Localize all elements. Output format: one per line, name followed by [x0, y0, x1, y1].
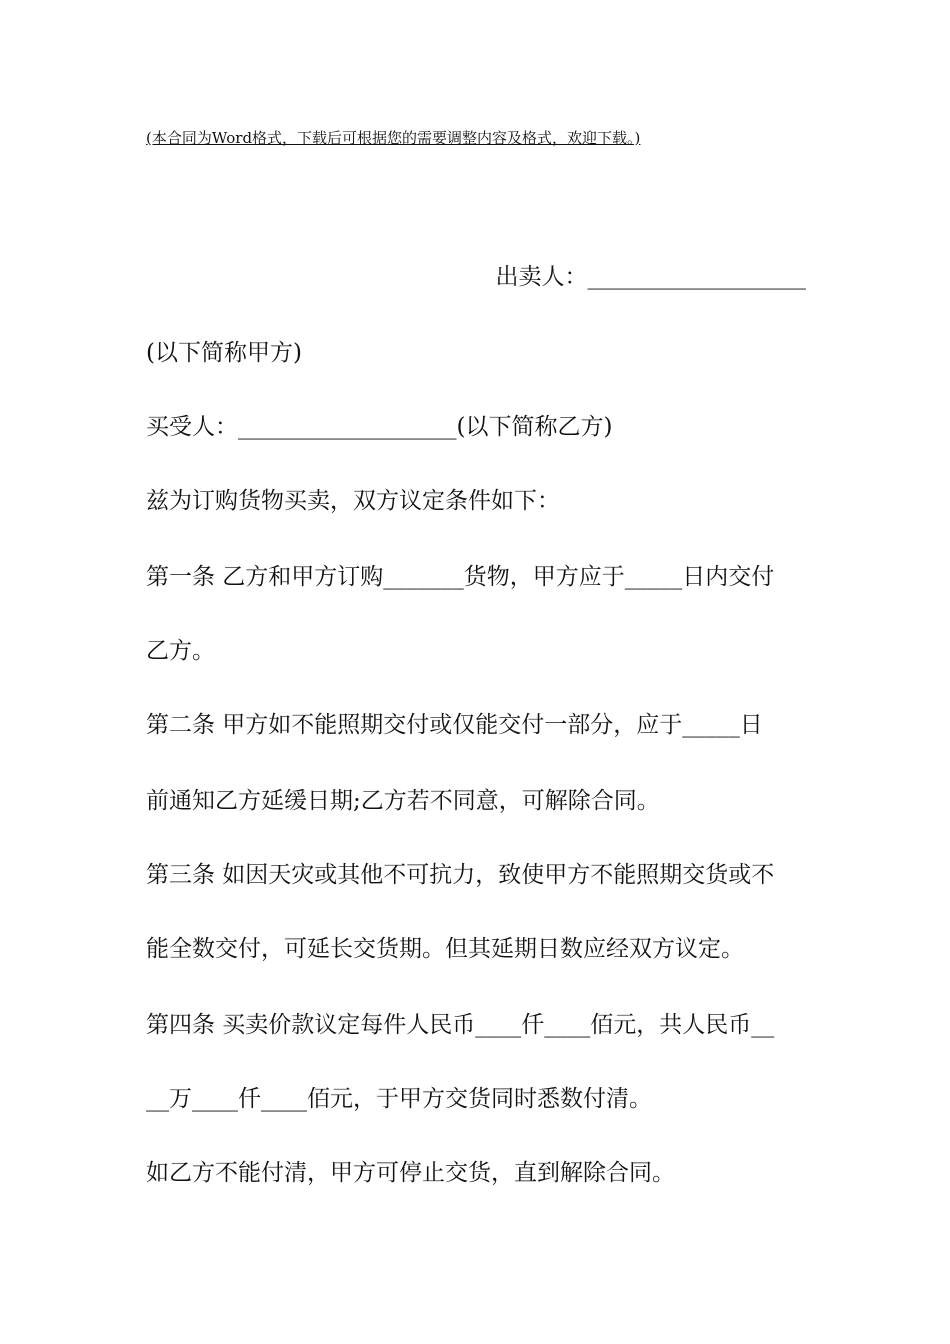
article-1-line-2: 乙方。 — [146, 638, 215, 664]
seller-line: 出卖人：___________________ — [495, 264, 806, 290]
party-a-abbrev: (以下简称甲方) — [146, 340, 302, 366]
article-1-line-1: 第一条 乙方和甲方订购_______货物，甲方应于_____日内交付 — [146, 564, 775, 590]
article-2-line-1: 第二条 甲方如不能照期交付或仅能交付一部分，应于_____日 — [146, 712, 763, 738]
article-3-line-2: 能全数交付，可延长交货期。但其延期日数应经双方议定。 — [146, 936, 744, 962]
article-3-line-1: 第三条 如因天灾或其他不可抗力，致使甲方不能照期交货或不 — [146, 862, 775, 888]
format-notice: (本合同为Word格式，下载后可根据您的需要调整内容及格式，欢迎下载。) — [146, 129, 641, 147]
article-2-line-2: 前通知乙方延缓日期;乙方若不同意，可解除合同。 — [146, 788, 660, 814]
buyer-line: 买受人：___________________(以下简称乙方) — [146, 414, 613, 440]
article-4-line-3: 如乙方不能付清，甲方可停止交货，直到解除合同。 — [146, 1160, 675, 1186]
intro-line: 兹为订购货物买卖，双方议定条件如下： — [146, 488, 560, 514]
article-4-line-2: __万____仟____佰元，于甲方交货同时悉数付清。 — [146, 1086, 652, 1112]
article-4-line-1: 第四条 买卖价款议定每件人民币____仟____佰元，共人民币__ — [146, 1012, 775, 1038]
